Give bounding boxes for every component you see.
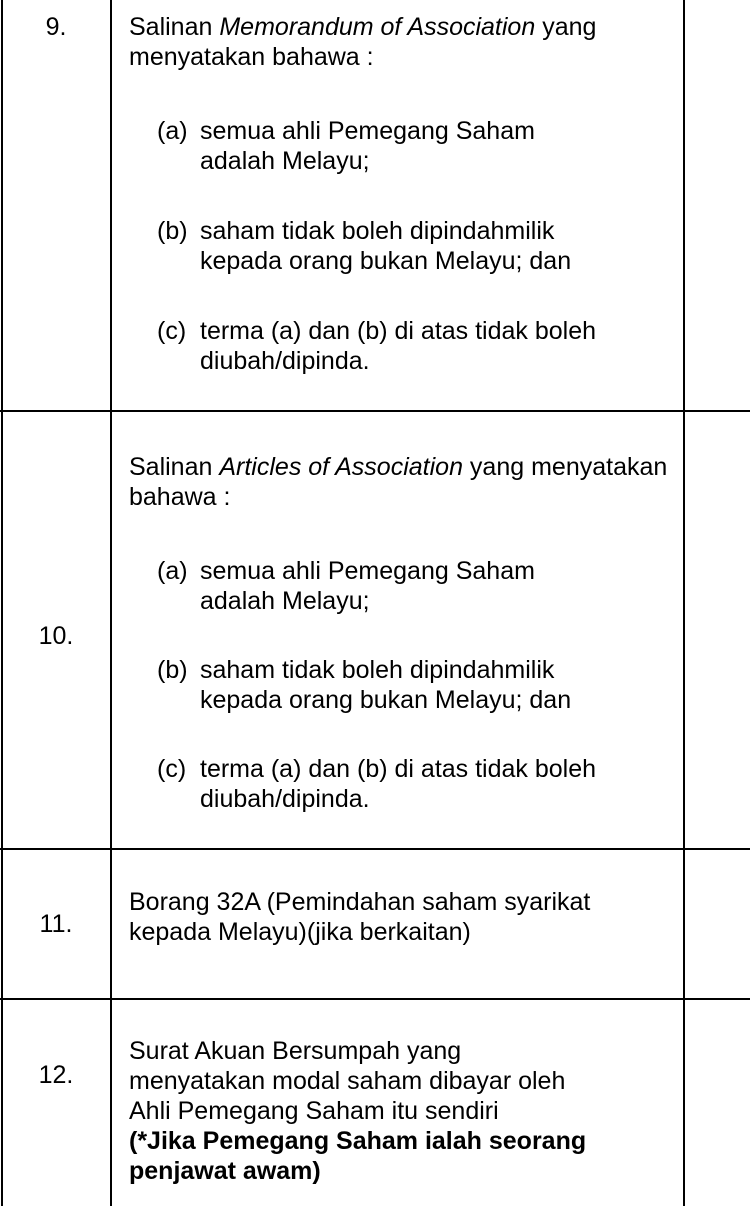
row-divider-10-11 (0, 848, 750, 850)
list-item: (c) terma (a) dan (b) di atas tidak boleh diubah/dipinda. (157, 755, 597, 813)
row-divider-9-10 (0, 410, 750, 412)
row-description: Borang 32A (Pemindahan saham syarikat kepada Melayu)(jika berkaitan) (129, 888, 591, 946)
note-text: penjawat awam) (129, 1157, 321, 1185)
list-item: (a) semua ahli Pemegang Saham adalah Melayu; (157, 117, 535, 175)
column-divider-number (110, 0, 112, 1206)
list-item: (c) terma (a) dan (b) di atas tidak boleh diubah/dipinda. (157, 317, 597, 375)
list-item: (a) semua ahli Pemegang Saham adalah Melayu; (157, 557, 535, 615)
list-item: (b) saham tidak boleh dipindahmilik kepada orang bukan Melayu; dan (157, 217, 572, 275)
document-title: Articles of Association (219, 453, 463, 481)
row-number: 11. (39, 910, 73, 938)
row-description: Salinan Articles of Association yang menyatakan bahawa : (129, 453, 668, 511)
row-divider-11-12 (0, 998, 750, 1000)
note-text: (*Jika Pemegang Saham ialah seorang (129, 1127, 587, 1155)
row-number: 12. (38, 1061, 74, 1089)
row-description: Surat Akuan Bersumpah yang menyatakan modal saham dibayar oleh Ahli Pemegang Saham itu sendiri (*Jika Pemegang Saham ialah seorang penjawat awam) (129, 1037, 587, 1185)
row-number: 10. (38, 622, 74, 650)
document-title: Memorandum of Association (219, 13, 536, 41)
table-left-border (1, 0, 3, 1206)
row-number: 9. (45, 13, 67, 41)
list-item: (b) saham tidak boleh dipindahmilik kepada orang bukan Melayu; dan (157, 656, 572, 714)
row-description: Salinan Memorandum of Association yang menyatakan bahawa : (129, 13, 597, 71)
